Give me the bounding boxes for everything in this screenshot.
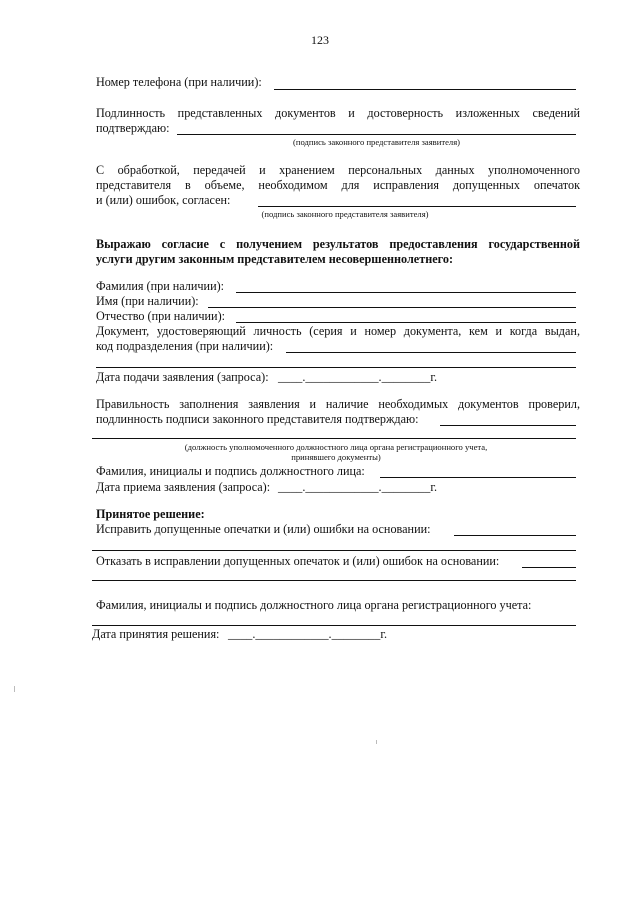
decision-date-label: Дата принятия решения:: [92, 627, 220, 641]
registrar-official-label: Фамилия, инициалы и подпись должностного лица органа регистрационного учета:: [96, 598, 532, 612]
verification-text-line1: Правильность заполнения заявления и наличие необходимых документов проверил,: [96, 397, 580, 411]
acceptance-date-label: Дата приема заявления (запроса):: [96, 480, 271, 494]
submission-date-label: Дата подачи заявления (запроса):: [96, 370, 269, 384]
id-document-field-continued[interactable]: [96, 367, 576, 368]
surname-label: Фамилия (при наличии):: [96, 279, 225, 293]
phone-field[interactable]: [274, 89, 576, 90]
decision-heading: Принятое решение:: [96, 507, 205, 521]
phone-label: Номер телефона (при наличии):: [96, 75, 262, 89]
refuse-basis-field[interactable]: [522, 567, 576, 568]
page-number: 123: [311, 33, 329, 47]
official-position-caption-line2: принявшего документы): [291, 452, 381, 462]
name-label: Имя (при наличии):: [96, 294, 199, 308]
authenticity-text-line1: Подлинность представленных документов и достоверность изложенных сведений: [96, 106, 580, 120]
name-field[interactable]: [208, 307, 576, 308]
consent-text-line2: представителя в объеме, необходимом для исправления допущенных опечаток: [96, 178, 580, 192]
id-document-text-line2: код подразделения (при наличии):: [96, 339, 274, 353]
refuse-basis-field-continued[interactable]: [92, 580, 576, 581]
official-name-field[interactable]: [380, 477, 576, 478]
refuse-basis-label: Отказать в исправлении допущенных опечаток и (или) ошибок на основании:: [96, 554, 500, 568]
submission-date-field[interactable]: ____.____________.________г.: [278, 370, 438, 384]
agreement-heading-line2: услуги другим законным представителем несовершеннолетнего:: [96, 252, 454, 266]
surname-field[interactable]: [236, 292, 576, 293]
id-document-text-line1: Документ, удостоверяющий личность (серия и номер документа, кем и когда выдан,: [96, 324, 580, 338]
acceptance-date-field[interactable]: ____.____________.________г.: [278, 480, 438, 494]
registrar-official-field[interactable]: [92, 625, 576, 626]
scan-mark: [14, 686, 15, 692]
consent-text-line1: С обработкой, передачей и хранением персональных данных уполномоченного: [96, 163, 580, 177]
decision-date-field[interactable]: ____.____________.________г.: [228, 627, 388, 641]
fix-basis-label: Исправить допущенные опечатки и (или) ошибки на основании:: [96, 522, 431, 536]
signature-caption-1: (подпись законного представителя заявителя): [292, 137, 461, 147]
id-document-field[interactable]: [286, 352, 576, 353]
verification-signature-field[interactable]: [440, 425, 576, 426]
consent-text-line3: и (или) ошибок, согласен:: [96, 193, 231, 207]
agreement-heading-line1: Выражаю согласие с получением результатов предоставления государственной: [96, 237, 580, 251]
scan-mark: [376, 740, 377, 744]
patronymic-field[interactable]: [236, 322, 576, 323]
fix-basis-field[interactable]: [454, 535, 576, 536]
consent-signature-field[interactable]: [258, 206, 576, 207]
fix-basis-field-continued[interactable]: [92, 550, 576, 551]
official-position-field[interactable]: [92, 438, 576, 439]
verification-text-line2: подлинность подписи законного представителя подтверждаю:: [96, 412, 419, 426]
official-name-label: Фамилия, инициалы и подпись должностного лица:: [96, 464, 365, 478]
patronymic-label: Отчество (при наличии):: [96, 309, 226, 323]
official-position-caption-line1: (должность уполномоченного должностного лица органа регистрационного учета,: [184, 442, 488, 452]
signature-caption-2: (подпись законного представителя заявителя): [261, 209, 429, 219]
authenticity-text-line2: подтверждаю:: [96, 121, 170, 135]
authenticity-signature-field[interactable]: [177, 134, 576, 135]
